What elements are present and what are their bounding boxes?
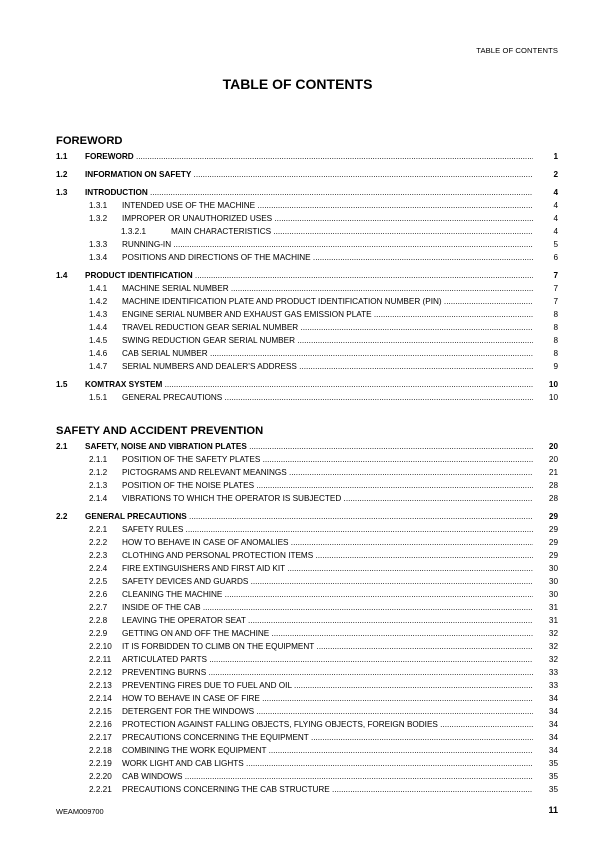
toc-entry-title: PREVENTING FIRES DUE TO FUEL AND OIL ..... <box>122 679 533 692</box>
toc-entry[interactable] <box>56 744 558 757</box>
toc-entry[interactable] <box>56 251 558 264</box>
toc-entry-title: PROTECTION AGAINST FALLING OBJECTS, FLYING OBJECTS, FOREIGN BODIES ..... <box>122 718 533 731</box>
toc-entry-number: 2.2.18 <box>89 746 112 755</box>
toc-entry-page: 4 <box>553 227 558 236</box>
toc-entry-page: 10 <box>548 380 558 389</box>
toc-entry[interactable] <box>56 588 558 601</box>
toc-entry-title: INTENDED USE OF THE MACHINE ..... <box>122 199 533 212</box>
toc-entry-title: GENERAL PRECAUTIONS ..... <box>122 391 533 404</box>
toc-entry[interactable] <box>56 575 558 588</box>
toc-entry[interactable] <box>56 466 558 479</box>
toc-entry-page: 1 <box>553 152 558 161</box>
toc-entry-title: HOW TO BEHAVE IN CASE OF ANOMALIES ..... <box>122 536 533 549</box>
toc-entry[interactable] <box>56 562 558 575</box>
toc-entry-title: RUNNING-IN ..... <box>122 238 533 251</box>
toc-entry-page: 32 <box>548 655 558 664</box>
toc-entry[interactable] <box>56 479 558 492</box>
footer-doc-code: WEAM009700 <box>56 807 104 816</box>
toc-entry-page: 29 <box>548 512 558 521</box>
toc-entry-number: 2.2.11 <box>89 655 112 664</box>
toc-entry-page: 30 <box>548 590 558 599</box>
toc-entry-title: POSITION OF THE SAFETY PLATES ..... <box>122 453 533 466</box>
toc-entry[interactable] <box>56 440 558 453</box>
toc-entry[interactable] <box>56 510 558 523</box>
toc-entry-title: GENERAL PRECAUTIONS ..... <box>85 510 533 523</box>
toc-entry-page: 29 <box>548 525 558 534</box>
toc-entry-page: 8 <box>553 349 558 358</box>
toc-entry-page: 32 <box>548 642 558 651</box>
toc-entry-number: 2.2.14 <box>89 694 112 703</box>
toc-entry[interactable] <box>56 783 558 796</box>
section-heading: SAFETY AND ACCIDENT PREVENTION <box>56 425 264 437</box>
toc-entry-title: SWING REDUCTION GEAR SERIAL NUMBER ..... <box>122 334 533 347</box>
toc-entry-page: 4 <box>553 188 558 197</box>
toc-entry[interactable] <box>56 282 558 295</box>
toc-entry-number: 2.2.9 <box>89 629 108 638</box>
toc-entry[interactable] <box>56 334 558 347</box>
toc-entry-number: 2.2.1 <box>89 525 108 534</box>
toc-entry-page: 34 <box>548 694 558 703</box>
toc-entry-number: 1.1 <box>56 152 68 161</box>
toc-entry-page: 34 <box>548 707 558 716</box>
toc-entry-page: 32 <box>548 629 558 638</box>
toc-entry-number: 2.2.7 <box>89 603 108 612</box>
toc-entry-page: 5 <box>553 240 558 249</box>
toc-entry[interactable] <box>56 225 558 238</box>
toc-entry[interactable] <box>56 705 558 718</box>
toc-entry-page: 8 <box>553 336 558 345</box>
toc-entry-number: 1.4.2 <box>89 297 108 306</box>
toc-entry-number: 2.2 <box>56 512 68 521</box>
toc-entry-number: 1.5.1 <box>89 393 108 402</box>
toc-entry-number: 2.2.17 <box>89 733 112 742</box>
toc-entry-title: MACHINE IDENTIFICATION PLATE AND PRODUCT IDENTIFICATION NUMBER (PIN) ..... <box>122 295 533 308</box>
toc-entry-title: TRAVEL REDUCTION GEAR SERIAL NUMBER ..... <box>122 321 533 334</box>
toc-entry-number: 2.1.1 <box>89 455 108 464</box>
toc-entry-title: DETERGENT FOR THE WINDOWS ..... <box>122 705 533 718</box>
toc-entry-number: 1.4 <box>56 271 68 280</box>
toc-entry[interactable] <box>56 453 558 466</box>
toc-entry-title: FOREWORD ..... <box>85 150 533 163</box>
toc-entry-page: 35 <box>548 759 558 768</box>
toc-entry[interactable] <box>56 238 558 251</box>
toc-entry-number: 1.3.3 <box>89 240 108 249</box>
toc-entry-number: 1.3.1 <box>89 201 108 210</box>
running-header: TABLE OF CONTENTS <box>476 46 558 55</box>
toc-entry[interactable] <box>56 757 558 770</box>
toc-entry[interactable] <box>56 150 558 163</box>
toc-entry-number: 2.2.3 <box>89 551 108 560</box>
toc-entry-number: 1.5 <box>56 380 68 389</box>
toc-entry-page: 31 <box>548 603 558 612</box>
toc-entry-page: 20 <box>548 442 558 451</box>
toc-entry[interactable] <box>56 378 558 391</box>
toc-entry-number: 2.2.12 <box>89 668 112 677</box>
toc-entry-title: CLOTHING AND PERSONAL PROTECTION ITEMS ..... <box>122 549 533 562</box>
toc-entry-title: GETTING ON AND OFF THE MACHINE ..... <box>122 627 533 640</box>
toc-entry-title: INTRODUCTION ..... <box>85 186 533 199</box>
toc-entry-page: 34 <box>548 720 558 729</box>
toc-entry-page: 28 <box>548 481 558 490</box>
toc-entry[interactable] <box>56 199 558 212</box>
toc-entry[interactable] <box>56 295 558 308</box>
toc-entry-title: FIRE EXTINGUISHERS AND FIRST AID KIT ..... <box>122 562 533 575</box>
toc-entry[interactable] <box>56 601 558 614</box>
toc-entry-title: PREVENTING BURNS ..... <box>122 666 533 679</box>
toc-entry-title: INSIDE OF THE CAB ..... <box>122 601 533 614</box>
toc-entry[interactable] <box>56 666 558 679</box>
toc-entry-page: 10 <box>548 393 558 402</box>
toc-entry[interactable] <box>56 692 558 705</box>
toc-entry-title: CAB SERIAL NUMBER ..... <box>122 347 533 360</box>
toc-entry[interactable] <box>56 718 558 731</box>
toc-entry[interactable] <box>56 347 558 360</box>
toc-entry-number: 2.2.20 <box>89 772 112 781</box>
toc-entry[interactable] <box>56 269 558 282</box>
toc-entry-title: MACHINE SERIAL NUMBER ..... <box>122 282 533 295</box>
toc-entry-title: COMBINING THE WORK EQUIPMENT ..... <box>122 744 533 757</box>
table-of-contents <box>56 133 558 796</box>
toc-entry-number: 2.2.4 <box>89 564 108 573</box>
toc-entry[interactable] <box>56 640 558 653</box>
toc-entry-page: 21 <box>548 468 558 477</box>
toc-entry-title: CLEANING THE MACHINE ..... <box>122 588 533 601</box>
toc-entry[interactable] <box>56 212 558 225</box>
toc-entry-page: 4 <box>553 214 558 223</box>
footer-page-number: 11 <box>548 805 558 815</box>
toc-entry-number: 2.2.15 <box>89 707 112 716</box>
toc-entry-page: 35 <box>548 772 558 781</box>
toc-entry-number: 1.3.2 <box>89 214 108 223</box>
toc-entry-page: 33 <box>548 668 558 677</box>
toc-entry-number: 1.3.2.1 <box>121 227 147 236</box>
toc-entry-title: VIBRATIONS TO WHICH THE OPERATOR IS SUBJECTED ..... <box>122 492 533 505</box>
toc-entry-page: 7 <box>553 271 558 280</box>
toc-entry[interactable] <box>56 308 558 321</box>
toc-entry[interactable] <box>56 391 558 404</box>
toc-entry-title: PRECAUTIONS CONCERNING THE EQUIPMENT ..... <box>122 731 533 744</box>
toc-entry-number: 2.2.8 <box>89 616 108 625</box>
toc-entry-title: POSITION OF THE NOISE PLATES ..... <box>122 479 533 492</box>
toc-entry-number: 1.4.1 <box>89 284 108 293</box>
toc-entry-number: 1.4.4 <box>89 323 108 332</box>
toc-entry-page: 20 <box>548 455 558 464</box>
toc-entry-title: CAB WINDOWS ..... <box>122 770 533 783</box>
toc-entry-number: 1.3 <box>56 188 68 197</box>
toc-entry-page: 30 <box>548 564 558 573</box>
toc-entry-number: 2.2.16 <box>89 720 112 729</box>
toc-entry-page: 28 <box>548 494 558 503</box>
toc-entry-number: 1.4.5 <box>89 336 108 345</box>
toc-entry-title: PRODUCT IDENTIFICATION ..... <box>85 269 533 282</box>
section-heading: FOREWORD <box>56 135 123 147</box>
toc-entry-number: 2.2.6 <box>89 590 108 599</box>
toc-entry[interactable] <box>56 679 558 692</box>
toc-entry-page: 35 <box>548 785 558 794</box>
toc-entry-number: 2.1.2 <box>89 468 108 477</box>
page-title: TABLE OF CONTENTS <box>222 76 373 92</box>
toc-entry-page: 8 <box>553 310 558 319</box>
toc-entry[interactable] <box>56 321 558 334</box>
toc-entry[interactable] <box>56 186 558 199</box>
toc-entry-title: PRECAUTIONS CONCERNING THE CAB STRUCTURE ..... <box>122 783 533 796</box>
toc-entry[interactable] <box>56 549 558 562</box>
toc-entry-number: 2.2.19 <box>89 759 112 768</box>
toc-entry-page: 8 <box>553 323 558 332</box>
toc-entry[interactable] <box>56 614 558 627</box>
toc-entry-title: PICTOGRAMS AND RELEVANT MEANINGS ..... <box>122 466 533 479</box>
toc-entry[interactable] <box>56 536 558 549</box>
toc-entry-page: 2 <box>553 170 558 179</box>
toc-entry-page: 30 <box>548 577 558 586</box>
toc-entry-title: WORK LIGHT AND CAB LIGHTS ..... <box>122 757 533 770</box>
toc-entry-title: INFORMATION ON SAFETY ..... <box>85 168 533 181</box>
toc-entry[interactable] <box>56 770 558 783</box>
toc-entry-number: 2.2.5 <box>89 577 108 586</box>
toc-entry-title: KOMTRAX SYSTEM ..... <box>85 378 533 391</box>
toc-entry-page: 33 <box>548 681 558 690</box>
toc-entry-title: SERIAL NUMBERS AND DEALER’S ADDRESS ..... <box>122 360 533 373</box>
toc-entry-number: 1.4.6 <box>89 349 108 358</box>
toc-entry-title: MAIN CHARACTERISTICS ..... <box>171 225 533 238</box>
toc-entry-title: SAFETY, NOISE AND VIBRATION PLATES ..... <box>85 440 533 453</box>
toc-entry-title: HOW TO BEHAVE IN CASE OF FIRE ..... <box>122 692 533 705</box>
toc-entry-number: 2.2.21 <box>89 785 112 794</box>
toc-entry[interactable] <box>56 627 558 640</box>
toc-entry-page: 29 <box>548 551 558 560</box>
toc-entry-page: 9 <box>553 362 558 371</box>
toc-entry[interactable] <box>56 731 558 744</box>
toc-entry-title: ARTICULATED PARTS ..... <box>122 653 533 666</box>
toc-entry-page: 7 <box>553 284 558 293</box>
toc-entry-page: 29 <box>548 538 558 547</box>
toc-entry-page: 34 <box>548 746 558 755</box>
toc-entry-number: 1.4.3 <box>89 310 108 319</box>
toc-entry-number: 2.1.3 <box>89 481 108 490</box>
toc-entry-number: 2.1 <box>56 442 68 451</box>
toc-entry-title: IT IS FORBIDDEN TO CLIMB ON THE EQUIPMENT ..... <box>122 640 533 653</box>
toc-entry[interactable] <box>56 653 558 666</box>
toc-entry-number: 1.4.7 <box>89 362 108 371</box>
toc-entry[interactable] <box>56 523 558 536</box>
toc-entry-page: 34 <box>548 733 558 742</box>
toc-entry[interactable] <box>56 360 558 373</box>
toc-entry-title: SAFETY RULES ..... <box>122 523 533 536</box>
toc-entry-number: 2.2.10 <box>89 642 112 651</box>
toc-entry-number: 2.1.4 <box>89 494 108 503</box>
toc-entry-page: 31 <box>548 616 558 625</box>
toc-entry-number: 2.2.13 <box>89 681 112 690</box>
toc-entry[interactable] <box>56 168 558 181</box>
toc-entry-title: POSITIONS AND DIRECTIONS OF THE MACHINE ..... <box>122 251 533 264</box>
toc-entry-page: 7 <box>553 297 558 306</box>
toc-entry-number: 2.2.2 <box>89 538 108 547</box>
toc-entry-number: 1.3.4 <box>89 253 108 262</box>
toc-entry-page: 6 <box>553 253 558 262</box>
toc-entry-page: 4 <box>553 201 558 210</box>
toc-entry-number: 1.2 <box>56 170 68 179</box>
toc-entry-title: IMPROPER OR UNAUTHORIZED USES ..... <box>122 212 533 225</box>
toc-entry-title: SAFETY DEVICES AND GUARDS ..... <box>122 575 533 588</box>
toc-entry-title: LEAVING THE OPERATOR SEAT ..... <box>122 614 533 627</box>
toc-entry-title: ENGINE SERIAL NUMBER AND EXHAUST GAS EMISSION PLATE ..... <box>122 308 533 321</box>
toc-entry[interactable] <box>56 492 558 505</box>
